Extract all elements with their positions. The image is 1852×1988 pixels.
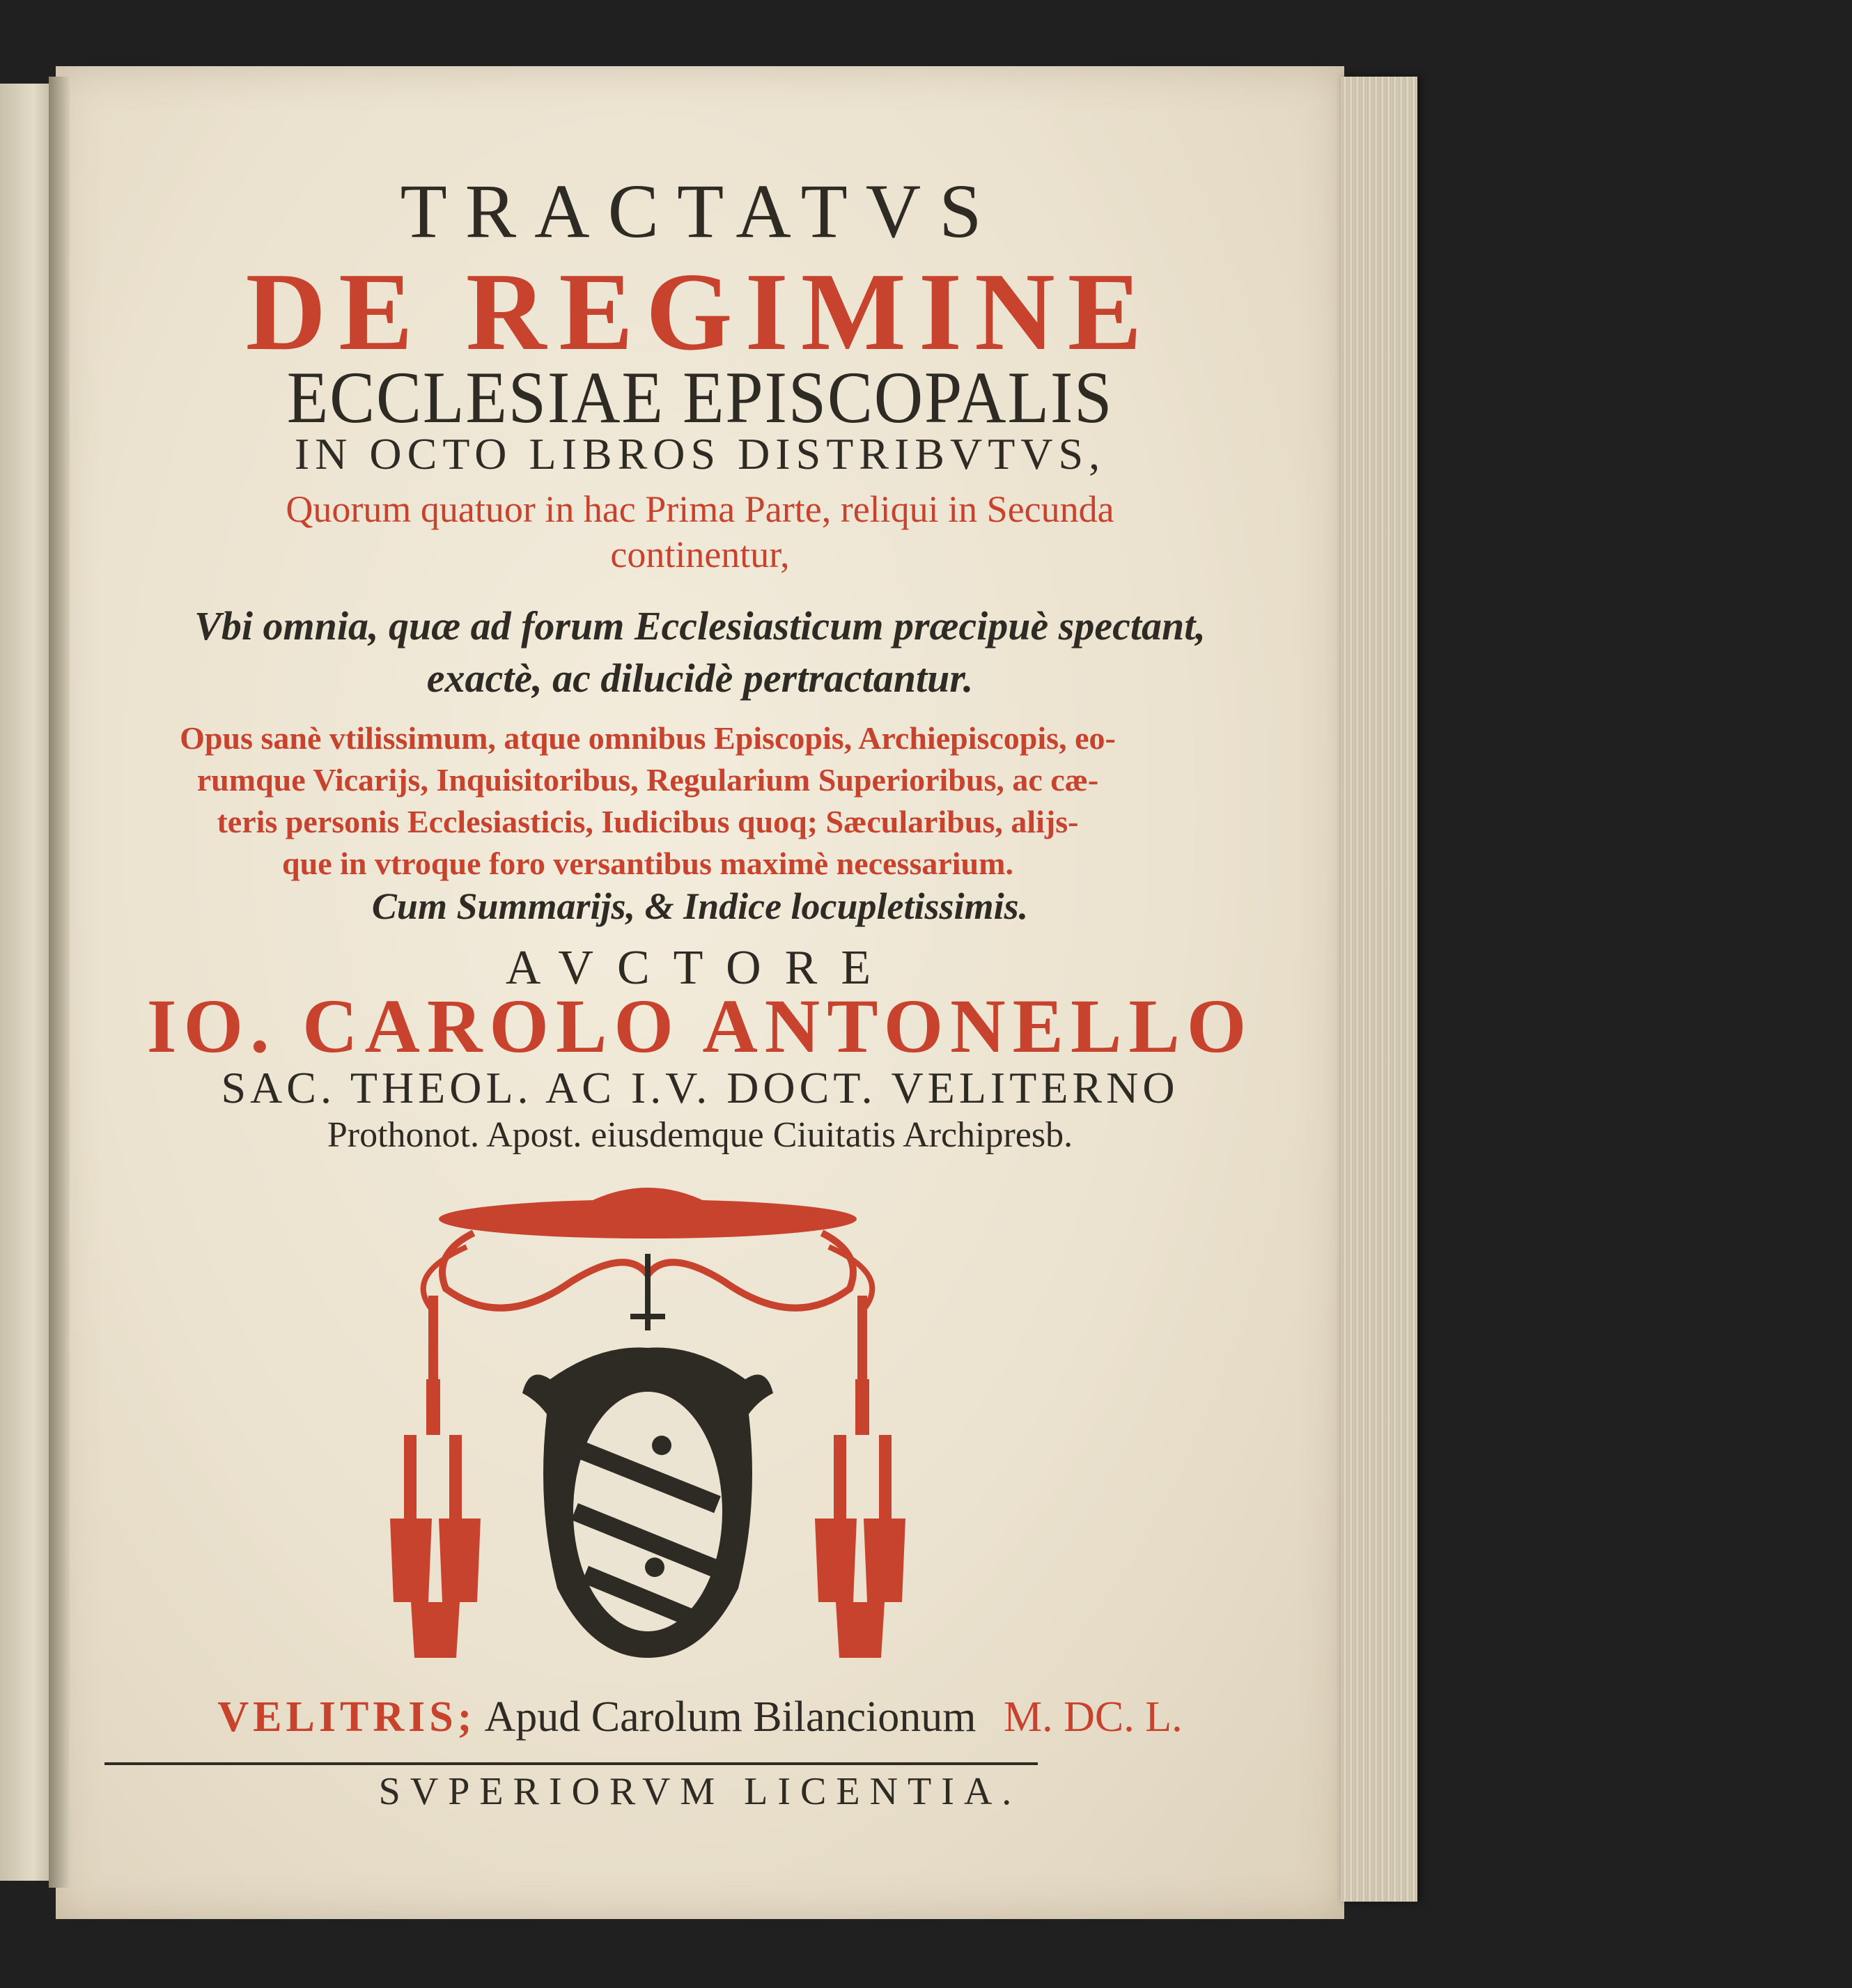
summaries-line: Cum Summarijs, & Indice locupletissimis. [371, 885, 1029, 927]
right-tassels [815, 1296, 905, 1658]
auctore-label: AVCTORE [505, 941, 895, 995]
title-line-2: DE REGIMINE [245, 249, 1155, 373]
rosette-icon [645, 1558, 664, 1577]
imprint-city: VELITRIS; [217, 1693, 476, 1741]
title-line-8: exactè, ac dilucidè pertractantur. [426, 655, 974, 701]
imprint-line [56, 1693, 1344, 1742]
author-name: IO. CAROLO ANTONELLO [146, 984, 1254, 1069]
cardinal-hat-coat-of-arms-icon [362, 1170, 933, 1700]
left-page-edge [0, 84, 56, 1881]
author-degree: SAC. THEOL. AC I.V. DOCT. VELITERNO [221, 1063, 1179, 1112]
opus-line: Opus sanè vtilissimum, atque omnibus Episcopis, Archiepiscopis, eo- [180, 720, 1116, 756]
opus-line: rumque Vicarijs, Inquisitoribus, Regularium Superioribus, ac cæ- [196, 762, 1099, 798]
opus-line: que in vtroque foro versantibus maximè necessarium. [282, 846, 1013, 881]
hat-crown [571, 1188, 724, 1212]
title-line-1: TRACTATVS [400, 169, 1000, 254]
rosette-icon [652, 1436, 671, 1455]
left-tassels [390, 1296, 481, 1658]
title-line-5: Quorum quatuor in hac Prima Parte, reliqui in Secunda [286, 488, 1114, 530]
title-line-6: continentur, [610, 534, 790, 575]
imprint-rule [104, 1762, 1038, 1765]
title-line-4: IN OCTO LIBROS DISTRIBVTVS, [294, 429, 1106, 479]
page-edges [1341, 77, 1417, 1902]
opus-line: teris personis Ecclesiasticis, Iudicibus quoq; Sæcularibus, alijs- [217, 804, 1079, 839]
title-line-7: Vbi omnia, quæ ad forum Ecclesiasticum præcipuè spectant, [194, 603, 1206, 649]
imprint-printer: Apud Carolum Bilancionum [484, 1693, 976, 1741]
author-office: Prothonot. Apost. eiusdemque Ciuitatis Archipresb. [327, 1115, 1073, 1155]
title-line-3: ECCLESIAE EPISCOPALIS [286, 357, 1114, 438]
opus-paragraph [174, 717, 1121, 885]
license-line: SVPERIORVM LICENTIA. [378, 1770, 1022, 1813]
imprint-year: M. DC. L. [1004, 1693, 1183, 1741]
